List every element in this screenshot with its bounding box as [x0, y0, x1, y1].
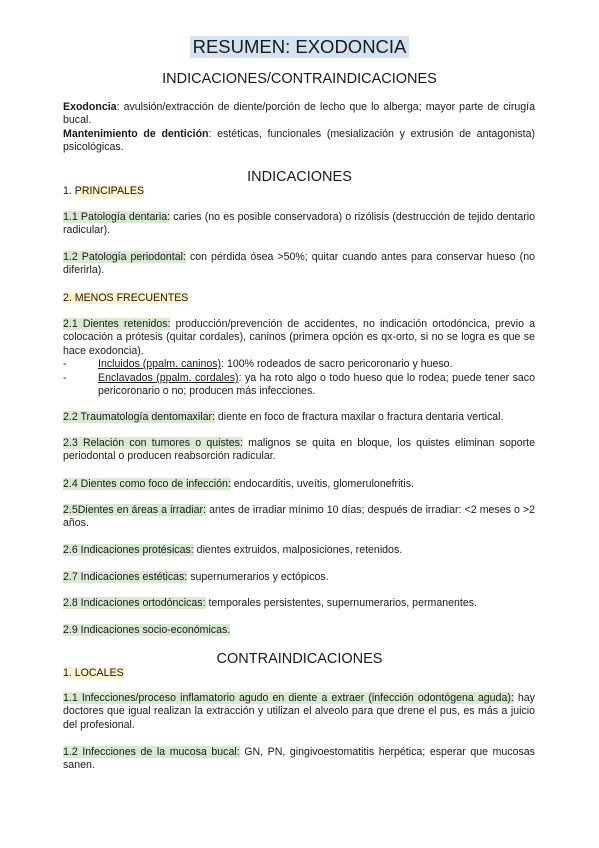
subsection-label: PRINCIPALES: [74, 185, 145, 197]
item-label: 2.1 Dientes retenidos:: [63, 318, 171, 330]
item-label: 2.4 Dientes como foco de infección:: [63, 478, 231, 490]
definition-term: Exodoncia: [63, 101, 117, 113]
subsection-principales: [63, 185, 535, 198]
definition-text: : estéticas, funcionales (mesialización y extrusión de antagonista) psicológicas.: [63, 128, 535, 154]
item-text: diente en foco de fractura maxilar o fractura dentaria vertical.: [214, 411, 504, 423]
definition-text: : avulsión/extracción de diente/porción de lecho que lo alberga; mayor parte de cirugía bucal.: [63, 101, 535, 127]
item-text: hay doctores que igual realizan la extracción y utilizan el alveolo para que drene el pus, es más a juicio del profesional.: [63, 692, 535, 731]
item-1-1: [63, 211, 535, 238]
item-2-2: [63, 411, 535, 424]
subsection-locales: [63, 667, 535, 680]
bullet-enclavados: [63, 372, 535, 399]
item-label: 2.5Dientes en áreas a irradiar:: [63, 504, 206, 516]
item-text: malignos se quita en bloque, los quistes eliminan soporte periodontal o producen reabsorción radicular.: [63, 437, 536, 463]
bullet-dash: -: [63, 358, 67, 370]
item-2-4: [63, 478, 535, 491]
item-label: 1.2 Patología periodontal:: [63, 251, 186, 263]
item-label: 1.2 Infecciones de la mucosa bucal:: [63, 746, 240, 758]
bullet-incluidos: [63, 358, 535, 371]
item-2-1: [63, 318, 535, 358]
bullet-text: : ya ha roto algo o todo hueso que lo rodea; puede tener saco pericoronario o no; producen más infecciones.: [98, 372, 535, 398]
item-2-7: [63, 571, 535, 584]
subtitle: INDICACIONES/CONTRAINDICACIONES: [162, 71, 437, 87]
item-label: 2.7 Indicaciones estéticas:: [63, 571, 188, 583]
item-text: producción/prevención de accidentes, no indicación ortodóncica, previo a colocación a prótesis (quitar cordales), caninos (primera opción es qx-orto, si no se logra es que se hace exodoncia).: [63, 318, 536, 357]
item-label: 1.1 Patología dentaria:: [63, 211, 171, 223]
item-2-6: [63, 544, 535, 557]
section-heading-contraindicaciones: CONTRAINDICACIONES: [216, 651, 383, 667]
definition-term: Mantenimiento de dentición: [63, 128, 209, 140]
item-2-3: [63, 437, 535, 464]
item-text: GN, PN, gingivoestomatitis herpética; esperar que mucosas sanen.: [63, 746, 535, 772]
item-2-8: [63, 597, 535, 610]
item-text: dientes extruidos, malposiciones, retenidos.: [193, 544, 403, 556]
bullet-label: Incluidos (ppalm. caninos): [98, 358, 222, 370]
item-label: 2.6 Indicaciones protésicas:: [63, 544, 194, 556]
item-1-2: [63, 251, 535, 278]
item-text: endocarditis, uveítis, glomerulonefritis.: [230, 478, 414, 490]
contra-1-2: [63, 746, 535, 773]
document-title: RESUMEN: EXODONCIA: [190, 36, 410, 58]
section-heading-indicaciones: INDICACIONES: [247, 169, 352, 185]
subsection-number: 1.: [63, 185, 75, 197]
bullet-text: : 100% rodeados de sacro pericoronario y hueso.: [221, 358, 453, 370]
item-label: 2.3 Relación con tumores o quistes:: [63, 437, 243, 449]
item-2-5: [63, 504, 535, 531]
item-label: 2.2 Traumatología dentomaxilar:: [63, 411, 215, 423]
item-label: 2.8 Indicaciones ortodóncicas:: [63, 597, 206, 609]
item-text: supernumerarios y ectópicos.: [187, 571, 329, 583]
subsection-label: 1. LOCALES: [63, 667, 124, 679]
title-wrap: [0, 36, 599, 58]
item-text: temporales persistentes, supernumerarios, permanentes.: [205, 597, 477, 609]
bullet-label: Enclavados (ppalm. cordales): [98, 372, 239, 384]
item-label: 1.1 Infecciones/proceso inflamatorio agudo en diente a extraer (infección odontógena aguda):: [63, 692, 514, 704]
item-text: antes de irradiar mínimo 10 días; después de irradiar: <2 meses o >2 años.: [63, 504, 535, 530]
bullet-dash: -: [63, 372, 67, 384]
item-label: 2.9 Indicaciones socio-económicas.: [63, 624, 231, 636]
item-2-9: [63, 624, 535, 637]
contra-1-1: [63, 692, 535, 732]
subsection-menos-frecuentes: [63, 292, 535, 305]
definition-exodoncia: [63, 101, 535, 128]
item-text: caries (no es posible conservadora) o rizólisis (destrucción de tejido dentario radicular).: [63, 211, 535, 237]
definition-mantenimiento: [63, 128, 535, 155]
subsection-label: 2. MENOS FRECUENTES: [63, 292, 189, 304]
item-text: con pérdida ósea >50%; quitar cuando antes para conservar hueso (no diferirla).: [63, 251, 535, 277]
